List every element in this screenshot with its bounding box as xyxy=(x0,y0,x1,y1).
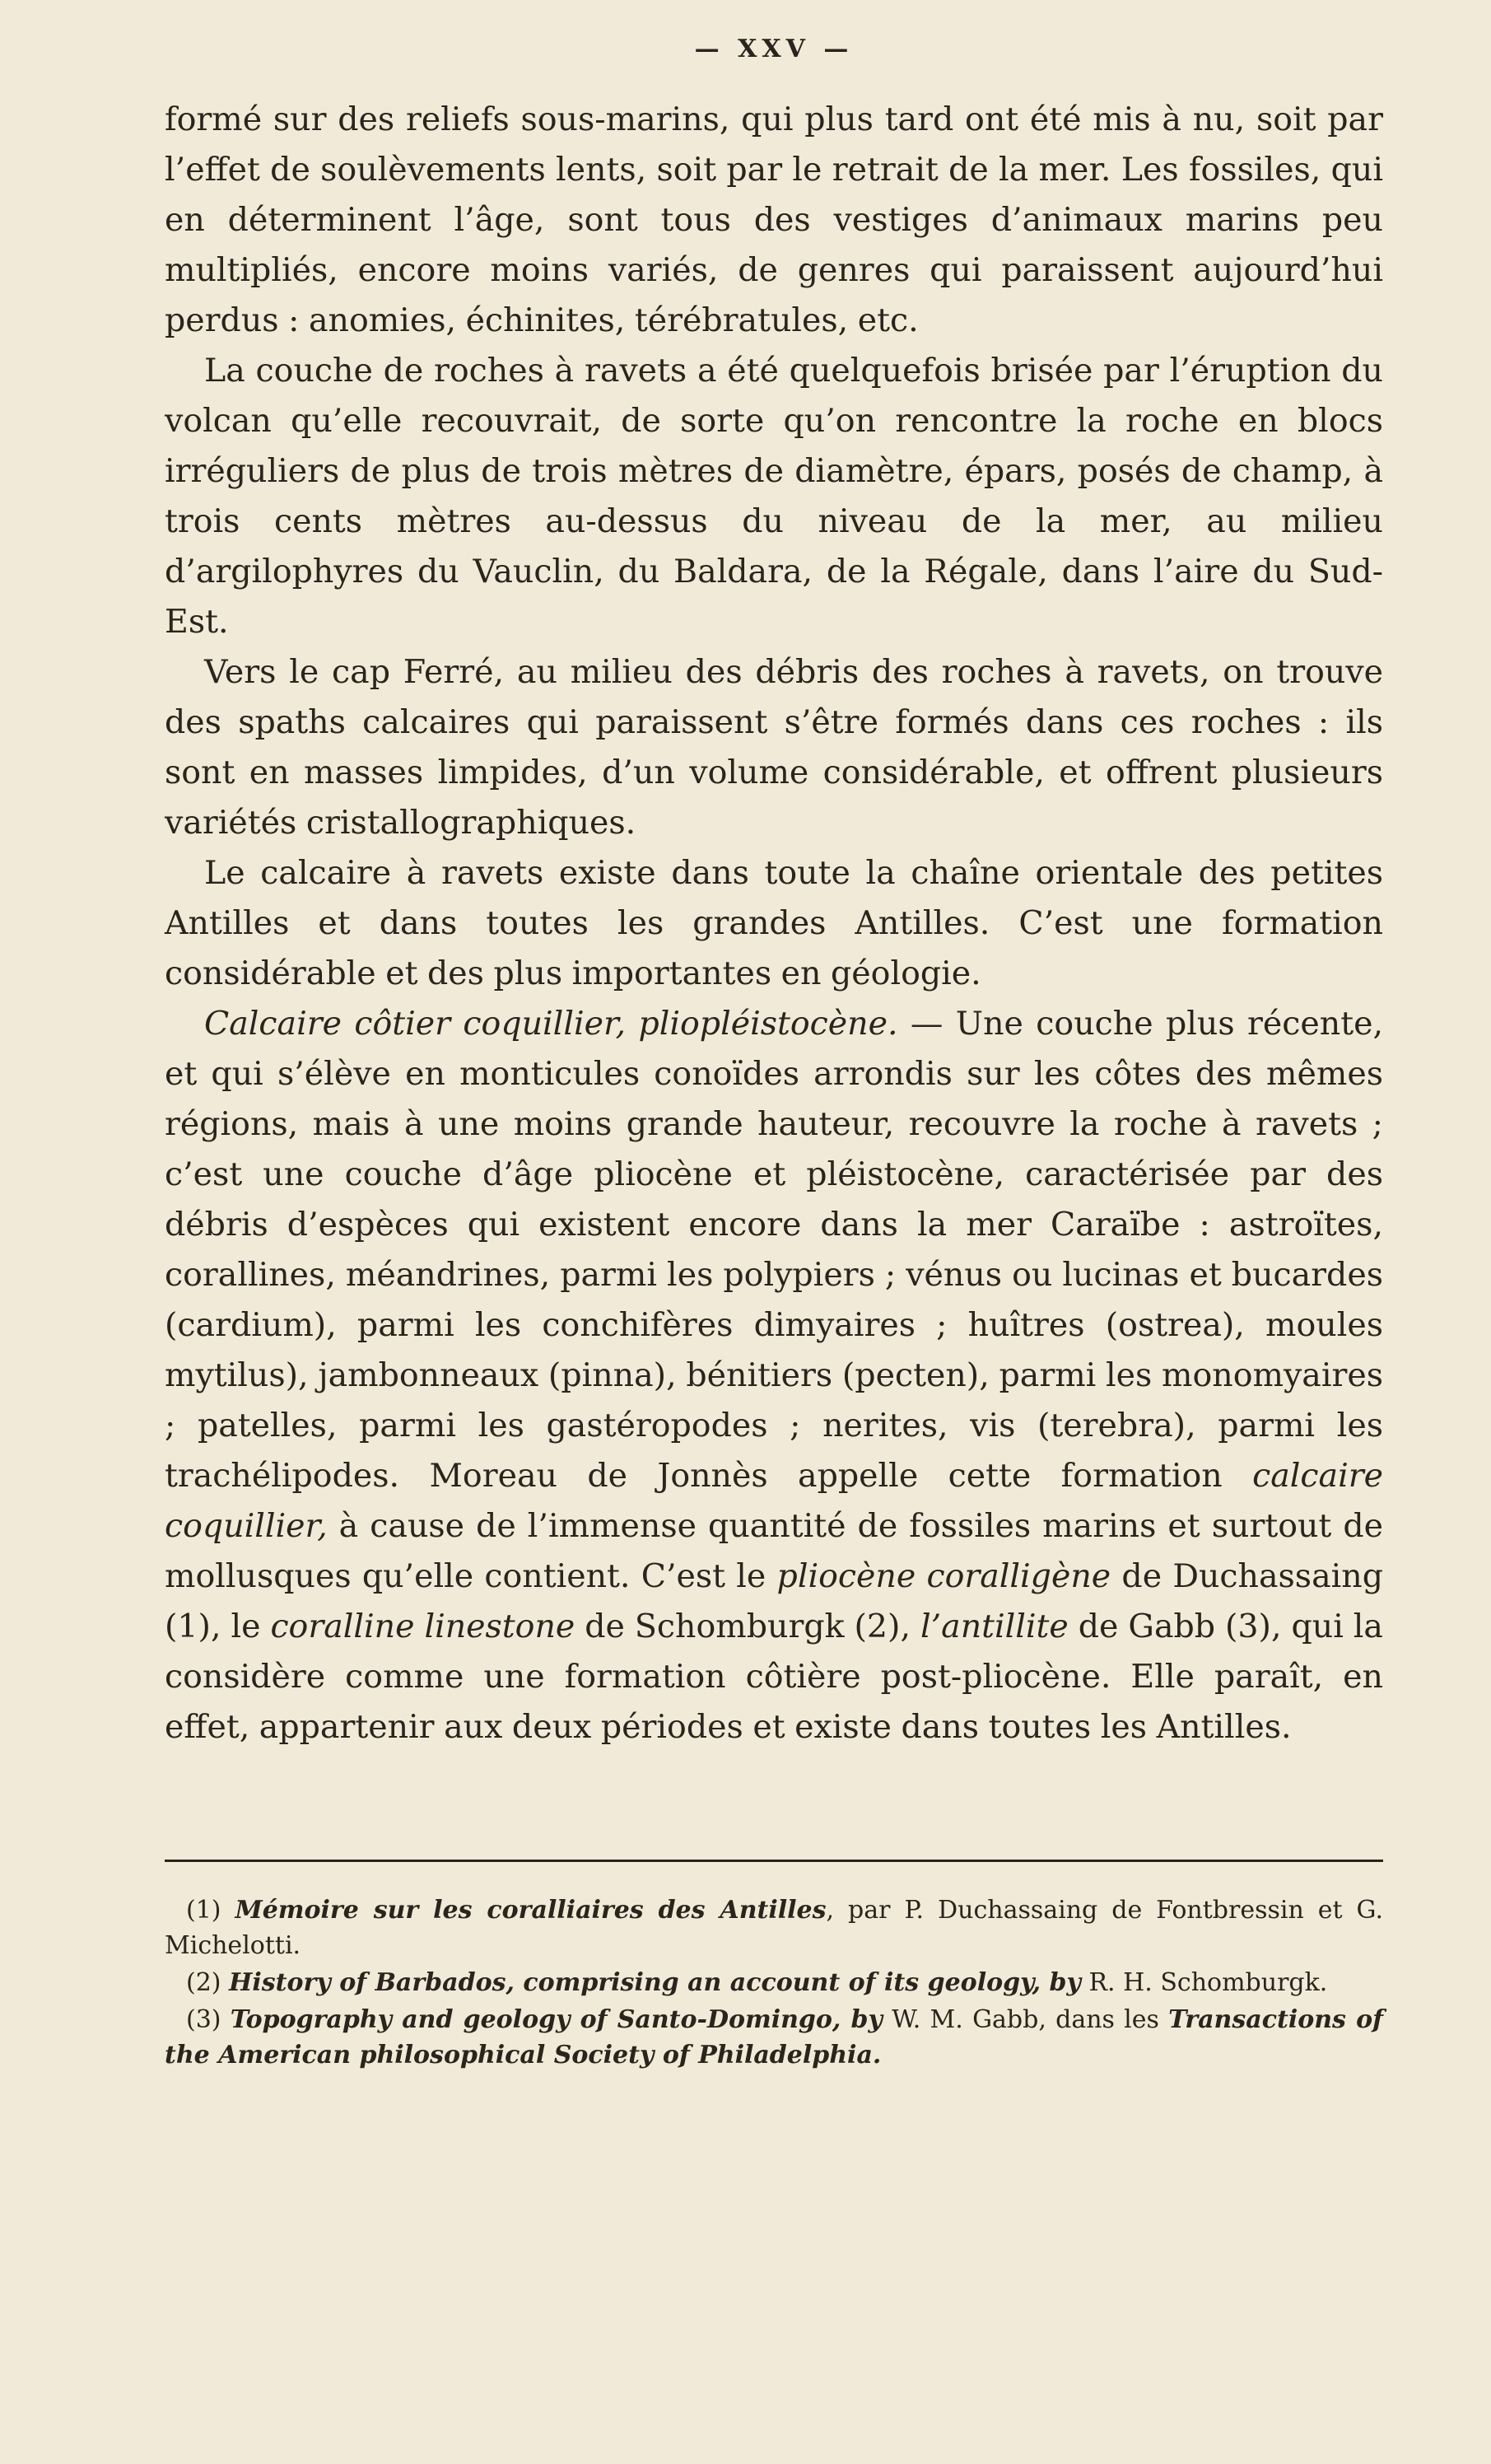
footnote-2-text: R. H. Schomburgk. xyxy=(1080,1968,1328,1997)
footnote-1 xyxy=(165,1892,1383,1963)
paragraph-2: La couche de roches à ravets a été quelquefois brisée par l’éruption du volcan qu’elle recouvrait, de sorte qu’on rencontre la roche en blocs irréguliers de plus de trois mètres de diamètre, épars, posés de champ, à trois cents mètres au-dessus du niveau de la mer, au milieu d’argilophyres du Vauclin, du Baldara, de la Régale, dans l’aire du Sud-Est. xyxy=(165,352,1383,641)
page xyxy=(165,0,1383,2464)
paragraph-4: Le calcaire à ravets existe dans toute la chaîne orientale des petites Antilles et dans toutes les grandes Antilles. C’est une formation considérable et des plus importantes en géologie. xyxy=(165,854,1383,992)
footnote-3-text: W. M. Gabb, dans les xyxy=(882,2005,1169,2034)
main-text xyxy=(165,95,1383,1752)
paragraph-5-italic-2: pliocène coralligène xyxy=(776,1557,1111,1595)
paragraph-5-text-5: de Gabb (3), qui la considère comme une formation côtière post-pliocène. Elle paraît, en effet, appartenir aux deux périodes et existe dans toutes les Antilles. xyxy=(165,1608,1383,1746)
footnote-2 xyxy=(165,1965,1383,2000)
paragraph-1: formé sur des reliefs sous-marins, qui plus tard ont été mis à nu, soit par l’effet de soulèvements lents, soit par le retrait de la mer. Les fossiles, qui en déterminent l’âge, sont tous des vestiges d’animaux marins peu multipliés, encore moins variés, de genres qui paraissent aujourd’hui perdus : anomies, échinites, térébratules, etc. xyxy=(165,100,1383,339)
footnote-3-number: (3) xyxy=(186,2005,231,2034)
paragraph-5-italic-3: coralline linestone xyxy=(270,1608,575,1645)
footnote-1-title: Mémoire sur les coralliaires des Antilles xyxy=(235,1896,827,1925)
footnote-3-journal: Transactions of the American philosophical Society of Philadelphia. xyxy=(165,2005,1384,2070)
footnotes xyxy=(165,1892,1383,2074)
paragraph-5-text-1: — Une couche plus récente, et qui s’élève en monticules conoïdes arrondis sur les côtes des mêmes régions, mais à une moins grande hauteur, recouvre la roche à ravets ; c’est une couche d’âge pliocène et pléistocène, caractérisée par des débris d’espèces qui existent encore dans la mer Caraïbe : astroïtes, corallines, méandrines, parmi les polypiers ; vénus ou lucinas et bucardes (cardium), parmi les conchifères dimyaires ; huîtres (ostrea), moules mytilus), jambonneaux (pinna), bénitiers (pecten), parmi les monomyaires ; patelles, parmi les gastéropodes ; nerites, vis (terebra), parmi les trachélipodes. Moreau de Jonnès appelle cette formation xyxy=(165,1005,1384,1495)
footnote-3-title: Topography and geology of Santo-Domingo, by xyxy=(230,2005,883,2034)
page-number-header: — XXV — xyxy=(694,35,854,63)
paragraph-5-italic-4: l’antillite xyxy=(920,1608,1069,1645)
paragraph-5-text-3: de Duchassaing (1), le xyxy=(165,1557,1383,1645)
footnote-2-title: History of Barbados, comprising an account of its geology, by xyxy=(229,1968,1081,1997)
footnote-divider xyxy=(165,1860,1383,1862)
paragraph-5-text-4: de Schomburgk (2), xyxy=(575,1608,920,1645)
section-heading: Calcaire côtier coquillier, pliopléistocène. xyxy=(204,1005,898,1043)
paragraph-5-italic-1: calcaire coquillier, xyxy=(165,1457,1383,1545)
paragraph-3: Vers le cap Ferré, au milieu des débris des roches à ravets, on trouve des spaths calcaires qui paraissent s’être formés dans ces roches : ils sont en masses limpides, d’un volume considérable, et offrent plusieurs variétés cristallographiques. xyxy=(165,653,1383,842)
footnote-1-number: (1) xyxy=(186,1896,235,1925)
footnote-1-text: , par P. Duchassaing de Fontbressin et G. Michelotti. xyxy=(165,1896,1383,1960)
paragraph-5 xyxy=(165,999,1383,1752)
footnote-2-number: (2) xyxy=(186,1968,230,1997)
footnote-3 xyxy=(165,2002,1383,2073)
paragraph-5-text-2: à cause de l’immense quantité de fossiles marins et surtout de mollusques qu’elle contient. C’est le xyxy=(165,1507,1383,1595)
